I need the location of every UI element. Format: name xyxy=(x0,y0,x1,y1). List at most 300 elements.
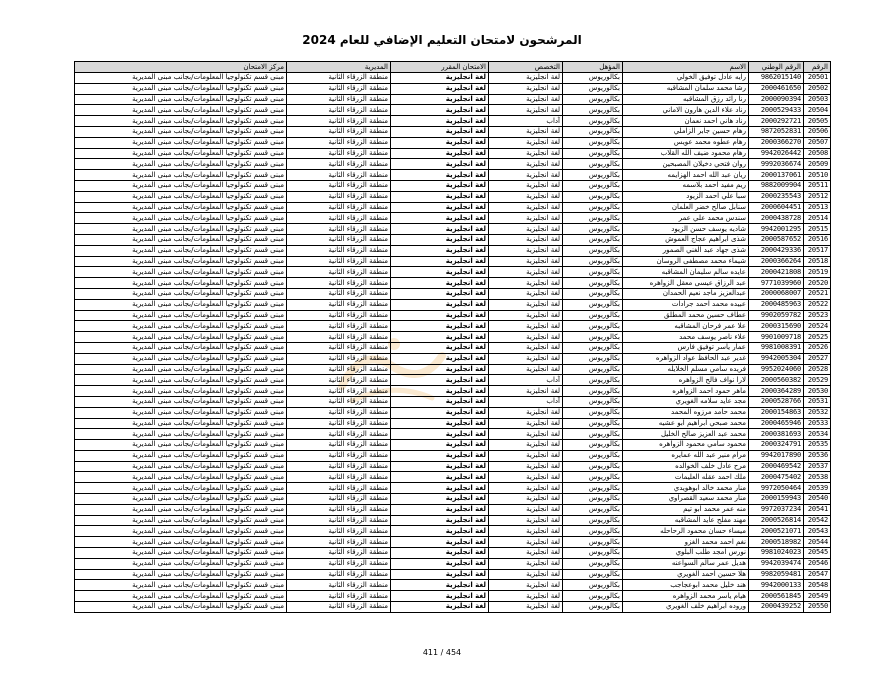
table-row xyxy=(75,526,831,537)
page-number: 411 / 454 xyxy=(422,648,462,657)
table-row xyxy=(75,504,831,515)
table-row xyxy=(75,234,831,245)
table-row xyxy=(75,537,831,548)
cell-qualification: بكالوريوس xyxy=(563,548,623,559)
cell-directorate: منطقة الزرقاء الثانية xyxy=(287,602,391,613)
cell-directorate: منطقة الزرقاء الثانية xyxy=(287,591,391,602)
cell-specialization: لغة انجليزية xyxy=(489,159,563,170)
cell-exam: لغة انجليزية xyxy=(391,224,489,235)
cell-exam-center: مبنى قسم تكنولوجيا المعلومات/بجانب مبنى المديرية xyxy=(75,342,287,353)
cell-exam-center: مبنى قسم تكنولوجيا المعلومات/بجانب مبنى المديرية xyxy=(75,310,287,321)
cell-exam: لغة انجليزية xyxy=(391,105,489,116)
cell-name: هيام ياسر محمد الزواهره xyxy=(623,591,749,602)
table-row xyxy=(75,548,831,559)
cell-exam-center: مبنى قسم تكنولوجيا المعلومات/بجانب مبنى المديرية xyxy=(75,396,287,407)
cell-qualification: بكالوريوس xyxy=(563,256,623,267)
cell-specialization: لغة انجليزية xyxy=(489,407,563,418)
table-row xyxy=(75,202,831,213)
cell-qualification: بكالوريوس xyxy=(563,375,623,386)
cell-exam-center: مبنى قسم تكنولوجيا المعلومات/بجانب مبنى المديرية xyxy=(75,94,287,105)
cell-exam-center: مبنى قسم تكنولوجيا المعلومات/بجانب مبنى المديرية xyxy=(75,234,287,245)
cell-name: رنا رائد رزق المشاقبه xyxy=(623,94,749,105)
cell-specialization: لغة انجليزية xyxy=(489,386,563,397)
cell-national-id: 2000526814 xyxy=(749,515,804,526)
cell-exam: لغة انجليزية xyxy=(391,353,489,364)
cell-exam-center: مبنى قسم تكنولوجيا المعلومات/بجانب مبنى المديرية xyxy=(75,73,287,84)
cell-name: رناد علاء الدين هارون الاماني xyxy=(623,105,749,116)
table-row xyxy=(75,137,831,148)
cell-number: 20527 xyxy=(804,353,831,364)
cell-number: 20501 xyxy=(804,73,831,84)
cell-name: رهام حسين جابر الزاملي xyxy=(623,126,749,137)
cell-qualification: بكالوريوس xyxy=(563,558,623,569)
cell-number: 20511 xyxy=(804,180,831,191)
cell-qualification: بكالوريوس xyxy=(563,386,623,397)
cell-exam-center: مبنى قسم تكنولوجيا المعلومات/بجانب مبنى المديرية xyxy=(75,332,287,343)
cell-exam: لغة انجليزية xyxy=(391,288,489,299)
table-row xyxy=(75,569,831,580)
header-national-id: الرقم الوطني xyxy=(749,62,804,73)
table-row xyxy=(75,494,831,505)
cell-number: 20550 xyxy=(804,602,831,613)
cell-exam: لغة انجليزية xyxy=(391,137,489,148)
cell-national-id: 2000561845 xyxy=(749,591,804,602)
cell-national-id: 2000469542 xyxy=(749,461,804,472)
cell-specialization: لغة انجليزية xyxy=(489,591,563,602)
table-row xyxy=(75,591,831,602)
table-row xyxy=(75,396,831,407)
cell-directorate: منطقة الزرقاء الثانية xyxy=(287,386,391,397)
cell-specialization: لغة انجليزية xyxy=(489,191,563,202)
header-exam-center: مركز الامتحان xyxy=(75,62,287,73)
cell-specialization: آداب xyxy=(489,116,563,127)
cell-specialization: لغة انجليزية xyxy=(489,418,563,429)
cell-specialization: لغة انجليزية xyxy=(489,288,563,299)
cell-directorate: منطقة الزرقاء الثانية xyxy=(287,148,391,159)
cell-number: 20503 xyxy=(804,94,831,105)
cell-qualification: بكالوريوس xyxy=(563,299,623,310)
cell-qualification: بكالوريوس xyxy=(563,202,623,213)
header-number: الرقم xyxy=(804,62,831,73)
cell-qualification: بكالوريوس xyxy=(563,407,623,418)
cell-directorate: منطقة الزرقاء الثانية xyxy=(287,310,391,321)
cell-directorate: منطقة الزرقاء الثانية xyxy=(287,267,391,278)
cell-exam: لغة انجليزية xyxy=(391,537,489,548)
cell-specialization: لغة انجليزية xyxy=(489,580,563,591)
cell-directorate: منطقة الزرقاء الثانية xyxy=(287,159,391,170)
cell-directorate: منطقة الزرقاء الثانية xyxy=(287,213,391,224)
cell-name: رشا محمد سلمان المشاقبه xyxy=(623,83,749,94)
cell-directorate: منطقة الزرقاء الثانية xyxy=(287,73,391,84)
cell-specialization: لغة انجليزية xyxy=(489,440,563,451)
cell-national-id: 2000154863 xyxy=(749,407,804,418)
cell-number: 20530 xyxy=(804,386,831,397)
cell-exam: لغة انجليزية xyxy=(391,418,489,429)
cell-number: 20502 xyxy=(804,83,831,94)
cell-exam-center: مبنى قسم تكنولوجيا المعلومات/بجانب مبنى المديرية xyxy=(75,148,287,159)
cell-name: سبا علي احمد الزيود xyxy=(623,191,749,202)
cell-national-id: 2000587652 xyxy=(749,234,804,245)
cell-exam: لغة انجليزية xyxy=(391,332,489,343)
cell-exam: لغة انجليزية xyxy=(391,170,489,181)
cell-name: سندس محمد علي عمر xyxy=(623,213,749,224)
table-row xyxy=(75,191,831,202)
cell-specialization: لغة انجليزية xyxy=(489,267,563,278)
cell-qualification: بكالوريوس xyxy=(563,591,623,602)
cell-exam: لغة انجليزية xyxy=(391,569,489,580)
cell-name: هديل عمر سالم السواعنه xyxy=(623,558,749,569)
cell-national-id: 2000438728 xyxy=(749,213,804,224)
cell-directorate: منطقة الزرقاء الثانية xyxy=(287,105,391,116)
cell-name: نغم احمد محمد الغزو xyxy=(623,537,749,548)
cell-national-id: 9862015140 xyxy=(749,73,804,84)
header-name: الاسم xyxy=(623,62,749,73)
cell-exam: لغة انجليزية xyxy=(391,234,489,245)
cell-number: 20549 xyxy=(804,591,831,602)
cell-qualification: بكالوريوس xyxy=(563,148,623,159)
cell-directorate: منطقة الزرقاء الثانية xyxy=(287,558,391,569)
cell-directorate: منطقة الزرقاء الثانية xyxy=(287,548,391,559)
page-title: المرشحون لامتحان التعليم الإضافي للعام 2024 xyxy=(302,33,582,47)
cell-national-id: 2000528766 xyxy=(749,396,804,407)
cell-national-id: 2000159943 xyxy=(749,494,804,505)
cell-national-id: 9942005304 xyxy=(749,353,804,364)
cell-exam-center: مبنى قسم تكنولوجيا المعلومات/بجانب مبنى المديرية xyxy=(75,472,287,483)
cell-number: 20505 xyxy=(804,116,831,127)
table-row xyxy=(75,580,831,591)
table-row xyxy=(75,407,831,418)
cell-specialization: لغة انجليزية xyxy=(489,170,563,181)
cell-directorate: منطقة الزرقاء الثانية xyxy=(287,375,391,386)
cell-specialization: لغة انجليزية xyxy=(489,137,563,148)
cell-specialization: لغة انجليزية xyxy=(489,126,563,137)
candidates-table xyxy=(74,61,831,613)
cell-qualification: بكالوريوس xyxy=(563,494,623,505)
cell-directorate: منطقة الزرقاء الثانية xyxy=(287,526,391,537)
cell-number: 20514 xyxy=(804,213,831,224)
cell-exam: لغة انجليزية xyxy=(391,461,489,472)
table-row xyxy=(75,461,831,472)
cell-number: 20522 xyxy=(804,299,831,310)
cell-exam-center: مبنى قسم تكنولوجيا المعلومات/بجانب مبنى المديرية xyxy=(75,256,287,267)
table-row xyxy=(75,278,831,289)
cell-specialization: لغة انجليزية xyxy=(489,504,563,515)
cell-qualification: بكالوريوس xyxy=(563,440,623,451)
cell-name: رناد هاني احمد نعمان xyxy=(623,116,749,127)
cell-exam-center: مبنى قسم تكنولوجيا المعلومات/بجانب مبنى المديرية xyxy=(75,105,287,116)
cell-qualification: بكالوريوس xyxy=(563,450,623,461)
cell-directorate: منطقة الزرقاء الثانية xyxy=(287,440,391,451)
cell-name: نورس امجد طلب البلوي xyxy=(623,548,749,559)
table-row xyxy=(75,472,831,483)
cell-exam: لغة انجليزية xyxy=(391,342,489,353)
cell-qualification: بكالوريوس xyxy=(563,234,623,245)
cell-number: 20509 xyxy=(804,159,831,170)
cell-specialization: لغة انجليزية xyxy=(489,429,563,440)
cell-name: عبيده محمد احمد جرادات xyxy=(623,299,749,310)
cell-name: رهام عطوه محمد عويس xyxy=(623,137,749,148)
cell-national-id: 2000465946 xyxy=(749,418,804,429)
cell-number: 20541 xyxy=(804,504,831,515)
cell-national-id: 9942017890 xyxy=(749,450,804,461)
cell-exam: لغة انجليزية xyxy=(391,94,489,105)
cell-exam-center: مبنى قسم تكنولوجيا المعلومات/بجانب مبنى المديرية xyxy=(75,224,287,235)
cell-directorate: منطقة الزرقاء الثانية xyxy=(287,472,391,483)
cell-directorate: منطقة الزرقاء الثانية xyxy=(287,245,391,256)
table-row xyxy=(75,224,831,235)
cell-specialization: لغة انجليزية xyxy=(489,310,563,321)
cell-national-id: 2000439252 xyxy=(749,602,804,613)
cell-directorate: منطقة الزرقاء الثانية xyxy=(287,202,391,213)
cell-national-id: 9981024023 xyxy=(749,548,804,559)
cell-exam-center: مبنى قسم تكنولوجيا المعلومات/بجانب مبنى المديرية xyxy=(75,213,287,224)
cell-qualification: بكالوريوس xyxy=(563,537,623,548)
cell-directorate: منطقة الزرقاء الثانية xyxy=(287,94,391,105)
cell-number: 20531 xyxy=(804,396,831,407)
cell-name: شاديه يوسف حسن الزيود xyxy=(623,224,749,235)
cell-name: منه عمر محمد ابو تيم xyxy=(623,504,749,515)
cell-name: فريده سامي مسلم الخلايله xyxy=(623,364,749,375)
table-row xyxy=(75,440,831,451)
table-row xyxy=(75,73,831,84)
cell-national-id: 9942000133 xyxy=(749,580,804,591)
cell-name: لارا نواف فالح الزواهره xyxy=(623,375,749,386)
cell-specialization: لغة انجليزية xyxy=(489,537,563,548)
cell-name: ميساء حسان محمود الرحاحله xyxy=(623,526,749,537)
cell-name: منار محمد خالد ابوهويدي xyxy=(623,483,749,494)
cell-directorate: منطقة الزرقاء الثانية xyxy=(287,191,391,202)
cell-exam: لغة انجليزية xyxy=(391,472,489,483)
cell-specialization: آداب xyxy=(489,396,563,407)
cell-exam: لغة انجليزية xyxy=(391,73,489,84)
cell-exam: لغة انجليزية xyxy=(391,278,489,289)
cell-national-id: 2000137061 xyxy=(749,170,804,181)
cell-number: 20532 xyxy=(804,407,831,418)
cell-national-id: 9942001295 xyxy=(749,224,804,235)
cell-directorate: منطقة الزرقاء الثانية xyxy=(287,353,391,364)
cell-qualification: بكالوريوس xyxy=(563,170,623,181)
cell-exam-center: مبنى قسم تكنولوجيا المعلومات/بجانب مبنى المديرية xyxy=(75,418,287,429)
cell-number: 20535 xyxy=(804,440,831,451)
cell-qualification: بكالوريوس xyxy=(563,288,623,299)
cell-exam: لغة انجليزية xyxy=(391,256,489,267)
cell-qualification: بكالوريوس xyxy=(563,137,623,148)
cell-directorate: منطقة الزرقاء الثانية xyxy=(287,332,391,343)
cell-qualification: بكالوريوس xyxy=(563,580,623,591)
cell-number: 20533 xyxy=(804,418,831,429)
cell-exam-center: مبنى قسم تكنولوجيا المعلومات/بجانب مبنى المديرية xyxy=(75,461,287,472)
cell-exam-center: مبنى قسم تكنولوجيا المعلومات/بجانب مبنى المديرية xyxy=(75,450,287,461)
table-row xyxy=(75,116,831,127)
cell-directorate: منطقة الزرقاء الثانية xyxy=(287,288,391,299)
header-qualification: المؤهل xyxy=(563,62,623,73)
cell-specialization: لغة انجليزية xyxy=(489,83,563,94)
cell-name: علا عمر فرحان المشاقبه xyxy=(623,321,749,332)
cell-name: منار محمد سعيد القصراوي xyxy=(623,494,749,505)
table-row xyxy=(75,213,831,224)
cell-national-id: 9982059481 xyxy=(749,569,804,580)
cell-exam: لغة انجليزية xyxy=(391,548,489,559)
cell-national-id: 2000485963 xyxy=(749,299,804,310)
cell-specialization: لغة انجليزية xyxy=(489,494,563,505)
cell-number: 20524 xyxy=(804,321,831,332)
cell-exam-center: مبنى قسم تكنولوجيا المعلومات/بجانب مبنى المديرية xyxy=(75,299,287,310)
cell-number: 20504 xyxy=(804,105,831,116)
cell-directorate: منطقة الزرقاء الثانية xyxy=(287,126,391,137)
cell-specialization: لغة انجليزية xyxy=(489,461,563,472)
cell-number: 20542 xyxy=(804,515,831,526)
cell-exam: لغة انجليزية xyxy=(391,321,489,332)
cell-name: مرح عادل خلف الخوالده xyxy=(623,461,749,472)
table-header-row xyxy=(75,62,831,73)
cell-name: وروده ابراهيم خلف الغويري xyxy=(623,602,749,613)
cell-national-id: 2000521071 xyxy=(749,526,804,537)
cell-name: عبدالعزيز ماجد نعيم الحمدان xyxy=(623,288,749,299)
cell-qualification: بكالوريوس xyxy=(563,418,623,429)
cell-exam: لغة انجليزية xyxy=(391,515,489,526)
cell-name: سنابل صالح خضر العلمان xyxy=(623,202,749,213)
cell-exam: لغة انجليزية xyxy=(391,494,489,505)
cell-qualification: بكالوريوس xyxy=(563,126,623,137)
cell-specialization: لغة انجليزية xyxy=(489,278,563,289)
cell-directorate: منطقة الزرقاء الثانية xyxy=(287,342,391,353)
cell-name: شذى جهاد عبد الغني الصمور xyxy=(623,245,749,256)
cell-exam-center: مبنى قسم تكنولوجيا المعلومات/بجانب مبنى المديرية xyxy=(75,288,287,299)
cell-exam-center: مبنى قسم تكنولوجيا المعلومات/بجانب مبنى المديرية xyxy=(75,137,287,148)
cell-directorate: منطقة الزرقاء الثانية xyxy=(287,396,391,407)
cell-exam: لغة انجليزية xyxy=(391,483,489,494)
cell-national-id: 2000429336 xyxy=(749,245,804,256)
cell-national-id: 9972050464 xyxy=(749,483,804,494)
cell-exam: لغة انجليزية xyxy=(391,504,489,515)
cell-exam-center: مبنى قسم تكنولوجيا المعلومات/بجانب مبنى المديرية xyxy=(75,267,287,278)
cell-national-id: 9942039474 xyxy=(749,558,804,569)
cell-specialization: لغة انجليزية xyxy=(489,256,563,267)
cell-number: 20513 xyxy=(804,202,831,213)
table-row xyxy=(75,299,831,310)
table-row xyxy=(75,148,831,159)
cell-qualification: بكالوريوس xyxy=(563,483,623,494)
cell-specialization: آداب xyxy=(489,375,563,386)
cell-specialization: لغة انجليزية xyxy=(489,213,563,224)
cell-national-id: 2000381693 xyxy=(749,429,804,440)
table-row xyxy=(75,353,831,364)
cell-national-id: 2000324791 xyxy=(749,440,804,451)
cell-national-id: 2000461650 xyxy=(749,83,804,94)
cell-directorate: منطقة الزرقاء الثانية xyxy=(287,461,391,472)
cell-national-id: 9992036674 xyxy=(749,159,804,170)
cell-exam: لغة انجليزية xyxy=(391,580,489,591)
cell-directorate: منطقة الزرقاء الثانية xyxy=(287,83,391,94)
cell-exam-center: مبنى قسم تكنولوجيا المعلومات/بجانب مبنى المديرية xyxy=(75,170,287,181)
cell-national-id: 2000366270 xyxy=(749,137,804,148)
cell-qualification: بكالوريوس xyxy=(563,278,623,289)
cell-exam: لغة انجليزية xyxy=(391,429,489,440)
cell-specialization: لغة انجليزية xyxy=(489,515,563,526)
cell-specialization: لغة انجليزية xyxy=(489,105,563,116)
cell-specialization: لغة انجليزية xyxy=(489,73,563,84)
cell-name: مهند مفلح عايد المشاقبه xyxy=(623,515,749,526)
cell-national-id: 9902059782 xyxy=(749,310,804,321)
cell-number: 20523 xyxy=(804,310,831,321)
cell-exam-center: مبنى قسم تكنولوجيا المعلومات/بجانب مبنى المديرية xyxy=(75,278,287,289)
cell-directorate: منطقة الزرقاء الثانية xyxy=(287,256,391,267)
cell-qualification: بكالوريوس xyxy=(563,180,623,191)
cell-exam-center: مبنى قسم تكنولوجيا المعلومات/بجانب مبنى المديرية xyxy=(75,386,287,397)
cell-number: 20548 xyxy=(804,580,831,591)
cell-exam-center: مبنى قسم تكنولوجيا المعلومات/بجانب مبنى المديرية xyxy=(75,321,287,332)
cell-number: 20534 xyxy=(804,429,831,440)
cell-name: محمد عبد العزيز صالح الخليل xyxy=(623,429,749,440)
cell-exam: لغة انجليزية xyxy=(391,386,489,397)
cell-number: 20507 xyxy=(804,137,831,148)
cell-number: 20515 xyxy=(804,224,831,235)
cell-national-id: 2000518982 xyxy=(749,537,804,548)
cell-exam-center: مبنى قسم تكنولوجيا المعلومات/بجانب مبنى المديرية xyxy=(75,440,287,451)
cell-directorate: منطقة الزرقاء الثانية xyxy=(287,407,391,418)
cell-exam: لغة انجليزية xyxy=(391,202,489,213)
cell-specialization: لغة انجليزية xyxy=(489,148,563,159)
cell-exam-center: مبنى قسم تكنولوجيا المعلومات/بجانب مبنى المديرية xyxy=(75,353,287,364)
table-row xyxy=(75,310,831,321)
cell-exam-center: مبنى قسم تكنولوجيا المعلومات/بجانب مبنى المديرية xyxy=(75,494,287,505)
cell-directorate: منطقة الزرقاء الثانية xyxy=(287,364,391,375)
header-specialization: التخصص xyxy=(489,62,563,73)
cell-number: 20539 xyxy=(804,483,831,494)
cell-directorate: منطقة الزرقاء الثانية xyxy=(287,299,391,310)
table-row xyxy=(75,170,831,181)
cell-exam: لغة انجليزية xyxy=(391,364,489,375)
cell-qualification: بكالوريوس xyxy=(563,83,623,94)
cell-qualification: بكالوريوس xyxy=(563,602,623,613)
cell-exam: لغة انجليزية xyxy=(391,440,489,451)
cell-qualification: بكالوريوس xyxy=(563,396,623,407)
cell-exam-center: مبنى قسم تكنولوجيا المعلومات/بجانب مبنى المديرية xyxy=(75,83,287,94)
cell-specialization: لغة انجليزية xyxy=(489,202,563,213)
cell-specialization: لغة انجليزية xyxy=(489,342,563,353)
cell-number: 20517 xyxy=(804,245,831,256)
cell-specialization: لغة انجليزية xyxy=(489,321,563,332)
cell-exam-center: مبنى قسم تكنولوجيا المعلومات/بجانب مبنى المديرية xyxy=(75,375,287,386)
cell-directorate: منطقة الزرقاء الثانية xyxy=(287,321,391,332)
cell-specialization: لغة انجليزية xyxy=(489,224,563,235)
cell-specialization: لغة انجليزية xyxy=(489,299,563,310)
cell-exam: لغة انجليزية xyxy=(391,526,489,537)
cell-national-id: 9972037234 xyxy=(749,504,804,515)
cell-exam: لغة انجليزية xyxy=(391,116,489,127)
cell-exam-center: مبنى قسم تكنولوجيا المعلومات/بجانب مبنى المديرية xyxy=(75,429,287,440)
cell-qualification: بكالوريوس xyxy=(563,159,623,170)
cell-number: 20510 xyxy=(804,170,831,181)
cell-national-id: 2000560382 xyxy=(749,375,804,386)
cell-exam: لغة انجليزية xyxy=(391,83,489,94)
table-row xyxy=(75,386,831,397)
cell-exam-center: مبنى قسم تكنولوجيا المعلومات/بجانب مبنى المديرية xyxy=(75,245,287,256)
table-row xyxy=(75,450,831,461)
cell-national-id: 2000475402 xyxy=(749,472,804,483)
cell-exam: لغة انجليزية xyxy=(391,310,489,321)
table-row xyxy=(75,342,831,353)
cell-number: 20520 xyxy=(804,278,831,289)
cell-directorate: منطقة الزرقاء الثانية xyxy=(287,137,391,148)
cell-qualification: بكالوريوس xyxy=(563,245,623,256)
cell-number: 20528 xyxy=(804,364,831,375)
cell-specialization: لغة انجليزية xyxy=(489,353,563,364)
cell-specialization: لغة انجليزية xyxy=(489,450,563,461)
cell-qualification: بكالوريوس xyxy=(563,332,623,343)
cell-name: ملك احمد عقله العليمات xyxy=(623,472,749,483)
cell-name: غدير عبد الحافظ عواد الزواهره xyxy=(623,353,749,364)
